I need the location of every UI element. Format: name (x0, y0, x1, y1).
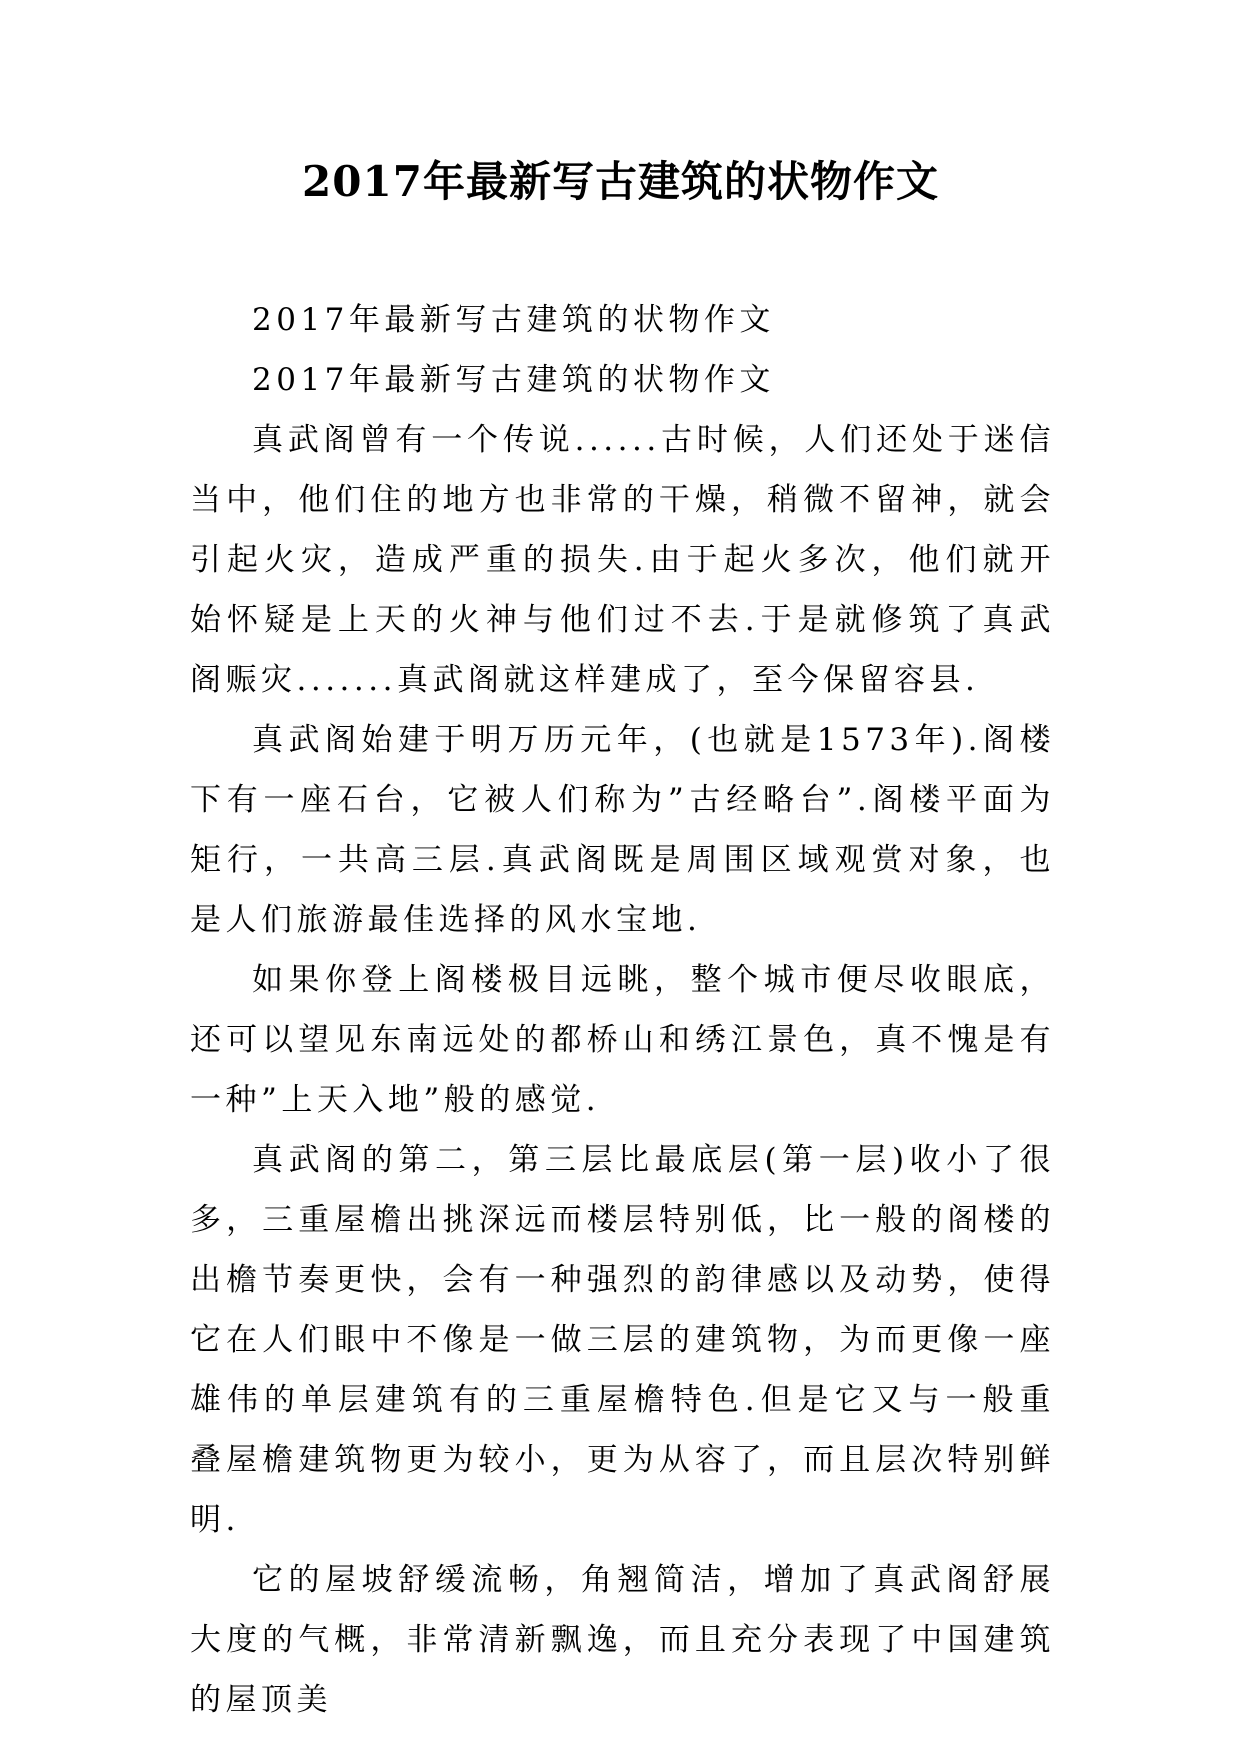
subtitle-line-2: 2017年最新写古建筑的状物作文 (252, 362, 775, 398)
paragraph-eaves: 真武阁的第二，第三层比最底层(第一层)收小了很多，三重屋檐出挑深远而楼层特别低，比一般的阁楼的出檐节奏更快，会有一种强烈的韵律感以及动势，使得它在人们眼中不像是一做三层的建筑物，为而更像一座雄伟的单层建筑有的三重屋檐特色.但是它又与一般重叠屋檐建筑物更为较小，更为从容了，而且层次特别鲜明. (190, 1142, 1055, 1538)
document-body (190, 290, 1055, 1730)
document-title: 2017年最新写古建筑的状物作文 (302, 157, 939, 206)
paragraph-view: 如果你登上阁楼极目远眺，整个城市便尽收眼底，还可以望见东南远处的都桥山和绣江景色，真不愧是有一种”上天入地”般的感觉. (190, 962, 1055, 1118)
subtitle-line-1: 2017年最新写古建筑的状物作文 (252, 302, 775, 338)
paragraph-history: 真武阁始建于明万历元年，(也就是1573年).阁楼下有一座石台，它被人们称为”古经略台”.阁楼平面为矩行，一共高三层.真武阁既是周围区域观赏对象，也是人们旅游最佳选择的风水宝地. (190, 722, 1055, 938)
paragraph-legend: 真武阁曾有一个传说......古时候，人们还处于迷信当中，他们住的地方也非常的干燥，稍微不留神，就会引起火灾，造成严重的损失.由于起火多次，他们就开始怀疑是上天的火神与他们过不去.于是就修筑了真武阁赈灾.......真武阁就这样建成了，至今保留容县. (190, 422, 1055, 698)
paragraph-roof: 它的屋坡舒缓流畅，角翘简洁，增加了真武阁舒展大度的气概，非常清新飘逸，而且充分表现了中国建筑的屋顶美 (190, 1562, 1055, 1718)
